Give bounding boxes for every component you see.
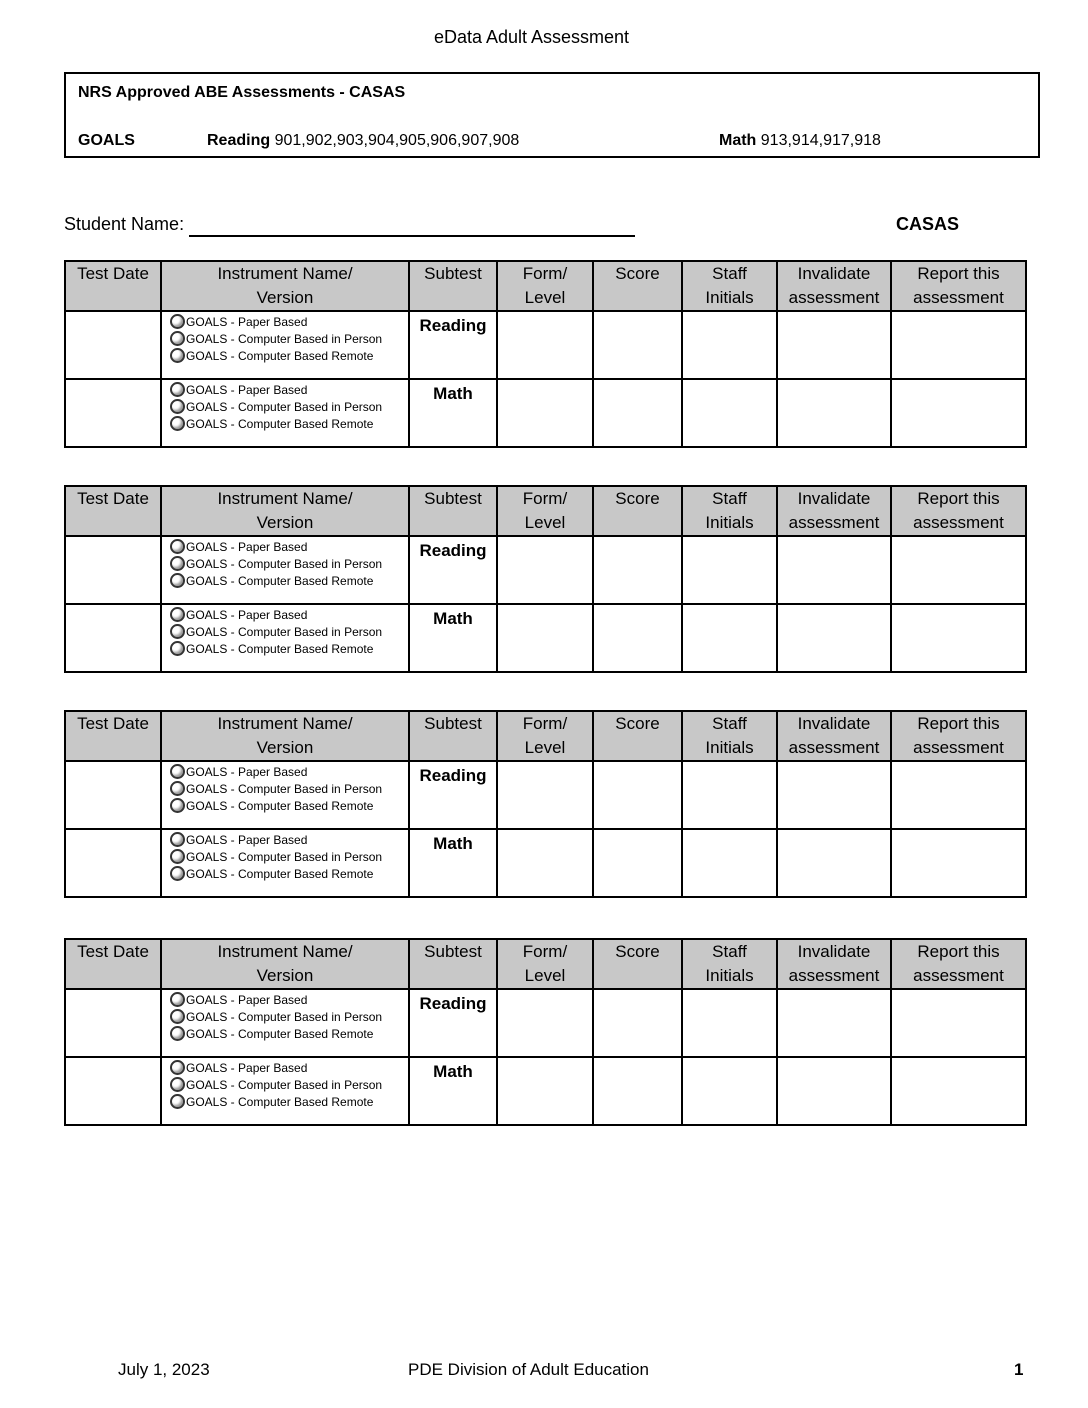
instrument-option[interactable] bbox=[162, 797, 408, 814]
radio-button-icon[interactable] bbox=[170, 832, 185, 847]
invalidate-assessment-field[interactable] bbox=[777, 379, 891, 447]
form-level-field[interactable] bbox=[497, 379, 593, 447]
instrument-cell bbox=[161, 829, 409, 897]
score-field[interactable] bbox=[593, 604, 682, 672]
instrument-option[interactable] bbox=[162, 330, 408, 347]
column-header-text: Form/ bbox=[522, 264, 568, 283]
subtest-reading: Reading bbox=[409, 536, 497, 604]
subtest-math: Math bbox=[409, 829, 497, 897]
column-header-text: Invalidate bbox=[797, 714, 871, 733]
column-header-text: Test Date bbox=[77, 714, 149, 733]
column-header-text: Report this bbox=[917, 942, 1000, 961]
column-header bbox=[497, 486, 593, 536]
column-header bbox=[409, 939, 497, 989]
form-level-field[interactable] bbox=[497, 536, 593, 604]
invalidate-assessment-field[interactable] bbox=[777, 761, 891, 829]
instrument-option-label: GOALS - Computer Based in Person bbox=[186, 849, 383, 864]
staff-initials-field[interactable] bbox=[682, 1057, 777, 1125]
column-header-text: Level bbox=[524, 966, 566, 985]
instrument-option-label: GOALS - Computer Based in Person bbox=[186, 1009, 383, 1024]
form-level-field[interactable] bbox=[497, 311, 593, 379]
test-date-field[interactable] bbox=[65, 1057, 161, 1125]
column-header bbox=[497, 711, 593, 761]
column-header bbox=[65, 939, 161, 989]
column-header-text: assessment bbox=[788, 738, 880, 757]
instrument-option-label: GOALS - Paper Based bbox=[186, 832, 308, 847]
radio-button-icon[interactable] bbox=[170, 382, 185, 397]
test-date-field[interactable] bbox=[65, 989, 161, 1057]
form-level-field[interactable] bbox=[497, 1057, 593, 1125]
instrument-option[interactable] bbox=[162, 831, 408, 848]
instrument-option-label: GOALS - Paper Based bbox=[186, 607, 308, 622]
score-field[interactable] bbox=[593, 311, 682, 379]
column-header bbox=[777, 261, 891, 311]
column-header-text: Report this bbox=[917, 489, 1000, 508]
column-header-text: Version bbox=[256, 738, 314, 757]
score-field[interactable] bbox=[593, 536, 682, 604]
column-header-text: Initials bbox=[705, 513, 754, 532]
form-level-field[interactable] bbox=[497, 989, 593, 1057]
instrument-option-label: GOALS - Paper Based bbox=[186, 539, 308, 554]
instrument-option-label: GOALS - Paper Based bbox=[186, 1060, 308, 1075]
instrument-cell bbox=[161, 604, 409, 672]
report-assessment-field[interactable] bbox=[891, 311, 1026, 379]
column-header-text: Instrument Name/ bbox=[217, 489, 353, 508]
column-header-text: Subtest bbox=[424, 714, 482, 733]
radio-button-icon[interactable] bbox=[170, 1026, 185, 1041]
subtest-reading: Reading bbox=[409, 311, 497, 379]
column-header-text: Initials bbox=[705, 288, 754, 307]
column-header bbox=[891, 486, 1026, 536]
column-header-text: Score bbox=[615, 942, 660, 961]
instrument-cell bbox=[161, 1057, 409, 1125]
column-header-text: Staff bbox=[712, 489, 747, 508]
column-header-text: Initials bbox=[705, 738, 754, 757]
staff-initials-field[interactable] bbox=[682, 761, 777, 829]
report-assessment-field[interactable] bbox=[891, 1057, 1026, 1125]
invalidate-assessment-field[interactable] bbox=[777, 311, 891, 379]
column-header bbox=[682, 486, 777, 536]
instrument-option[interactable] bbox=[162, 606, 408, 623]
instrument-option[interactable] bbox=[162, 313, 408, 330]
test-date-field[interactable] bbox=[65, 379, 161, 447]
instrument-option-label: GOALS - Computer Based Remote bbox=[186, 1094, 374, 1109]
instrument-cell bbox=[161, 379, 409, 447]
instrument-option-label: GOALS - Computer Based in Person bbox=[186, 781, 383, 796]
column-header bbox=[409, 486, 497, 536]
column-header bbox=[497, 261, 593, 311]
report-assessment-field[interactable] bbox=[891, 604, 1026, 672]
column-header-text: Staff bbox=[712, 264, 747, 283]
column-header bbox=[777, 486, 891, 536]
column-header bbox=[682, 711, 777, 761]
report-assessment-field[interactable] bbox=[891, 989, 1026, 1057]
subtest-reading: Reading bbox=[409, 989, 497, 1057]
column-header-text: assessment bbox=[913, 738, 1004, 757]
column-header-text: assessment bbox=[788, 513, 880, 532]
instrument-option-label: GOALS - Computer Based in Person bbox=[186, 624, 383, 639]
report-assessment-field[interactable] bbox=[891, 829, 1026, 897]
instrument-cell bbox=[161, 989, 409, 1057]
test-date-field[interactable] bbox=[65, 604, 161, 672]
column-header-text: assessment bbox=[788, 288, 880, 307]
invalidate-assessment-field[interactable] bbox=[777, 536, 891, 604]
column-header-text: Subtest bbox=[424, 264, 482, 283]
column-header-text: Staff bbox=[712, 714, 747, 733]
instrument-option[interactable] bbox=[162, 640, 408, 657]
test-date-field[interactable] bbox=[65, 761, 161, 829]
radio-button-icon[interactable] bbox=[170, 781, 185, 796]
reading-label: Reading bbox=[207, 132, 271, 149]
table-row bbox=[65, 536, 1026, 604]
column-header-text: Score bbox=[615, 489, 660, 508]
instrument-option-label: GOALS - Computer Based Remote bbox=[186, 348, 374, 363]
instrument-option[interactable] bbox=[162, 572, 408, 589]
radio-button-icon[interactable] bbox=[170, 641, 185, 656]
column-header-text: Version bbox=[256, 966, 314, 985]
instrument-cell bbox=[161, 761, 409, 829]
invalidate-assessment-field[interactable] bbox=[777, 989, 891, 1057]
column-header-text: Form/ bbox=[522, 942, 568, 961]
radio-button-icon[interactable] bbox=[170, 331, 185, 346]
instrument-option-label: GOALS - Paper Based bbox=[186, 992, 308, 1007]
column-header bbox=[593, 939, 682, 989]
instrument-option[interactable] bbox=[162, 398, 408, 415]
column-header-text: Version bbox=[256, 288, 314, 307]
column-header bbox=[409, 261, 497, 311]
goals-label: GOALS bbox=[78, 132, 135, 149]
column-header-text: Invalidate bbox=[797, 942, 871, 961]
assessment-table bbox=[64, 260, 1027, 448]
instrument-option[interactable] bbox=[162, 848, 408, 865]
radio-button-icon[interactable] bbox=[170, 1094, 185, 1109]
column-header-text: Subtest bbox=[424, 489, 482, 508]
radio-button-icon[interactable] bbox=[170, 1077, 185, 1092]
subtest-reading: Reading bbox=[409, 761, 497, 829]
reading-forms bbox=[207, 132, 519, 150]
radio-button-icon[interactable] bbox=[170, 399, 185, 414]
score-field[interactable] bbox=[593, 989, 682, 1057]
radio-button-icon[interactable] bbox=[170, 1009, 185, 1024]
test-date-field[interactable] bbox=[65, 536, 161, 604]
test-date-field[interactable] bbox=[65, 829, 161, 897]
instrument-option-label: GOALS - Paper Based bbox=[186, 764, 308, 779]
instrument-option[interactable] bbox=[162, 991, 408, 1008]
column-header bbox=[65, 261, 161, 311]
column-header bbox=[891, 711, 1026, 761]
assessment-table bbox=[64, 485, 1027, 673]
instrument-option-label: GOALS - Computer Based Remote bbox=[186, 416, 374, 431]
column-header-text: Test Date bbox=[77, 264, 149, 283]
radio-button-icon[interactable] bbox=[170, 539, 185, 554]
instrument-option-label: GOALS - Computer Based in Person bbox=[186, 1077, 383, 1092]
column-header bbox=[891, 261, 1026, 311]
column-header bbox=[497, 939, 593, 989]
form-level-field[interactable] bbox=[497, 761, 593, 829]
info-heading: NRS Approved ABE Assessments - CASAS bbox=[78, 84, 406, 101]
table-row bbox=[65, 311, 1026, 379]
page-number: 1 bbox=[1014, 1360, 1024, 1379]
column-header-text: assessment bbox=[788, 966, 880, 985]
radio-button-icon[interactable] bbox=[170, 624, 185, 639]
staff-initials-field[interactable] bbox=[682, 311, 777, 379]
column-header-text: Invalidate bbox=[797, 264, 871, 283]
column-header-text: Score bbox=[615, 264, 660, 283]
subtest-math: Math bbox=[409, 1057, 497, 1125]
column-header bbox=[409, 711, 497, 761]
column-header bbox=[65, 486, 161, 536]
instrument-option[interactable] bbox=[162, 1025, 408, 1042]
column-header-text: Report this bbox=[917, 714, 1000, 733]
document-title: eData Adult Assessment bbox=[433, 27, 630, 47]
instrument-option-label: GOALS - Paper Based bbox=[186, 314, 308, 329]
column-header-text: Instrument Name/ bbox=[217, 942, 353, 961]
column-header bbox=[161, 939, 409, 989]
score-field[interactable] bbox=[593, 761, 682, 829]
column-header-text: Initials bbox=[705, 966, 754, 985]
instrument-option-label: GOALS - Computer Based in Person bbox=[186, 399, 383, 414]
radio-button-icon[interactable] bbox=[170, 798, 185, 813]
column-header bbox=[593, 261, 682, 311]
instrument-option[interactable] bbox=[162, 555, 408, 572]
instrument-option[interactable] bbox=[162, 763, 408, 780]
student-name-field[interactable] bbox=[189, 235, 635, 237]
radio-button-icon[interactable] bbox=[170, 849, 185, 864]
column-header-text: Form/ bbox=[522, 714, 568, 733]
footer-organization: PDE Division of Adult Education bbox=[408, 1360, 649, 1379]
score-field[interactable] bbox=[593, 379, 682, 447]
staff-initials-field[interactable] bbox=[682, 604, 777, 672]
assessment-table bbox=[64, 938, 1027, 1126]
column-header-text: Form/ bbox=[522, 489, 568, 508]
column-header-text: Test Date bbox=[77, 489, 149, 508]
column-header-text: Level bbox=[524, 738, 566, 757]
assessment-table bbox=[64, 710, 1027, 898]
table-row bbox=[65, 761, 1026, 829]
instrument-option-label: GOALS - Computer Based in Person bbox=[186, 331, 383, 346]
math-form-numbers: 913,914,917,918 bbox=[760, 132, 881, 149]
column-header-text: assessment bbox=[913, 288, 1004, 307]
score-field[interactable] bbox=[593, 829, 682, 897]
form-level-field[interactable] bbox=[497, 604, 593, 672]
invalidate-assessment-field[interactable] bbox=[777, 604, 891, 672]
column-header bbox=[593, 711, 682, 761]
form-level-field[interactable] bbox=[497, 829, 593, 897]
column-header bbox=[682, 939, 777, 989]
instrument-option[interactable] bbox=[162, 1093, 408, 1110]
invalidate-assessment-field[interactable] bbox=[777, 829, 891, 897]
table-row bbox=[65, 1057, 1026, 1125]
radio-button-icon[interactable] bbox=[170, 992, 185, 1007]
column-header-text: assessment bbox=[913, 966, 1004, 985]
instrument-option-label: GOALS - Computer Based Remote bbox=[186, 866, 374, 881]
column-header-text: Version bbox=[256, 513, 314, 532]
staff-initials-field[interactable] bbox=[682, 989, 777, 1057]
student-name-label: Student Name: bbox=[64, 214, 185, 234]
test-date-field[interactable] bbox=[65, 311, 161, 379]
column-header bbox=[161, 486, 409, 536]
instrument-option[interactable] bbox=[162, 415, 408, 432]
instrument-option-label: GOALS - Computer Based in Person bbox=[186, 556, 383, 571]
radio-button-icon[interactable] bbox=[170, 764, 185, 779]
report-assessment-field[interactable] bbox=[891, 379, 1026, 447]
radio-button-icon[interactable] bbox=[170, 348, 185, 363]
staff-initials-field[interactable] bbox=[682, 379, 777, 447]
assessment-info-box bbox=[64, 72, 1040, 158]
radio-button-icon[interactable] bbox=[170, 416, 185, 431]
math-label: Math bbox=[719, 132, 757, 149]
instrument-option-label: GOALS - Paper Based bbox=[186, 382, 308, 397]
column-header-text: Instrument Name/ bbox=[217, 714, 353, 733]
column-header bbox=[777, 711, 891, 761]
radio-button-icon[interactable] bbox=[170, 573, 185, 588]
report-assessment-field[interactable] bbox=[891, 761, 1026, 829]
column-header-text: Invalidate bbox=[797, 489, 871, 508]
column-header bbox=[65, 711, 161, 761]
table-row bbox=[65, 379, 1026, 447]
column-header bbox=[777, 939, 891, 989]
column-header-text: Score bbox=[615, 714, 660, 733]
column-header bbox=[891, 939, 1026, 989]
column-header-text: Subtest bbox=[424, 942, 482, 961]
score-field[interactable] bbox=[593, 1057, 682, 1125]
footer-date: July 1, 2023 bbox=[118, 1360, 210, 1379]
instrument-option[interactable] bbox=[162, 1059, 408, 1076]
table-row bbox=[65, 989, 1026, 1057]
instrument-option[interactable] bbox=[162, 780, 408, 797]
subtest-math: Math bbox=[409, 379, 497, 447]
instrument-option-label: GOALS - Computer Based Remote bbox=[186, 641, 374, 656]
column-header bbox=[682, 261, 777, 311]
instrument-option[interactable] bbox=[162, 1008, 408, 1025]
column-header bbox=[593, 486, 682, 536]
radio-button-icon[interactable] bbox=[170, 314, 185, 329]
table-row bbox=[65, 829, 1026, 897]
assessment-type-label: CASAS bbox=[896, 214, 960, 234]
radio-button-icon[interactable] bbox=[170, 866, 185, 881]
invalidate-assessment-field[interactable] bbox=[777, 1057, 891, 1125]
column-header-text: Level bbox=[524, 288, 566, 307]
instrument-option-label: GOALS - Computer Based Remote bbox=[186, 798, 374, 813]
instrument-option[interactable] bbox=[162, 623, 408, 640]
subtest-math: Math bbox=[409, 604, 497, 672]
reading-form-numbers: 901,902,903,904,905,906,907,908 bbox=[274, 132, 520, 149]
column-header-text: Instrument Name/ bbox=[217, 264, 353, 283]
staff-initials-field[interactable] bbox=[682, 829, 777, 897]
report-assessment-field[interactable] bbox=[891, 536, 1026, 604]
instrument-option[interactable] bbox=[162, 1076, 408, 1093]
column-header bbox=[161, 711, 409, 761]
instrument-option[interactable] bbox=[162, 538, 408, 555]
column-header-text: assessment bbox=[913, 513, 1004, 532]
staff-initials-field[interactable] bbox=[682, 536, 777, 604]
column-header-text: Test Date bbox=[77, 942, 149, 961]
instrument-option-label: GOALS - Computer Based Remote bbox=[186, 1026, 374, 1041]
instrument-option[interactable] bbox=[162, 347, 408, 364]
math-forms bbox=[719, 132, 881, 150]
column-header-text: Report this bbox=[917, 264, 1000, 283]
table-row bbox=[65, 604, 1026, 672]
radio-button-icon[interactable] bbox=[170, 556, 185, 571]
column-header bbox=[161, 261, 409, 311]
instrument-option-label: GOALS - Computer Based Remote bbox=[186, 573, 374, 588]
instrument-option[interactable] bbox=[162, 865, 408, 882]
column-header-text: Staff bbox=[712, 942, 747, 961]
instrument-option[interactable] bbox=[162, 381, 408, 398]
column-header-text: Level bbox=[524, 513, 566, 532]
radio-button-icon[interactable] bbox=[170, 607, 185, 622]
radio-button-icon[interactable] bbox=[170, 1060, 185, 1075]
instrument-cell bbox=[161, 536, 409, 604]
instrument-cell bbox=[161, 311, 409, 379]
